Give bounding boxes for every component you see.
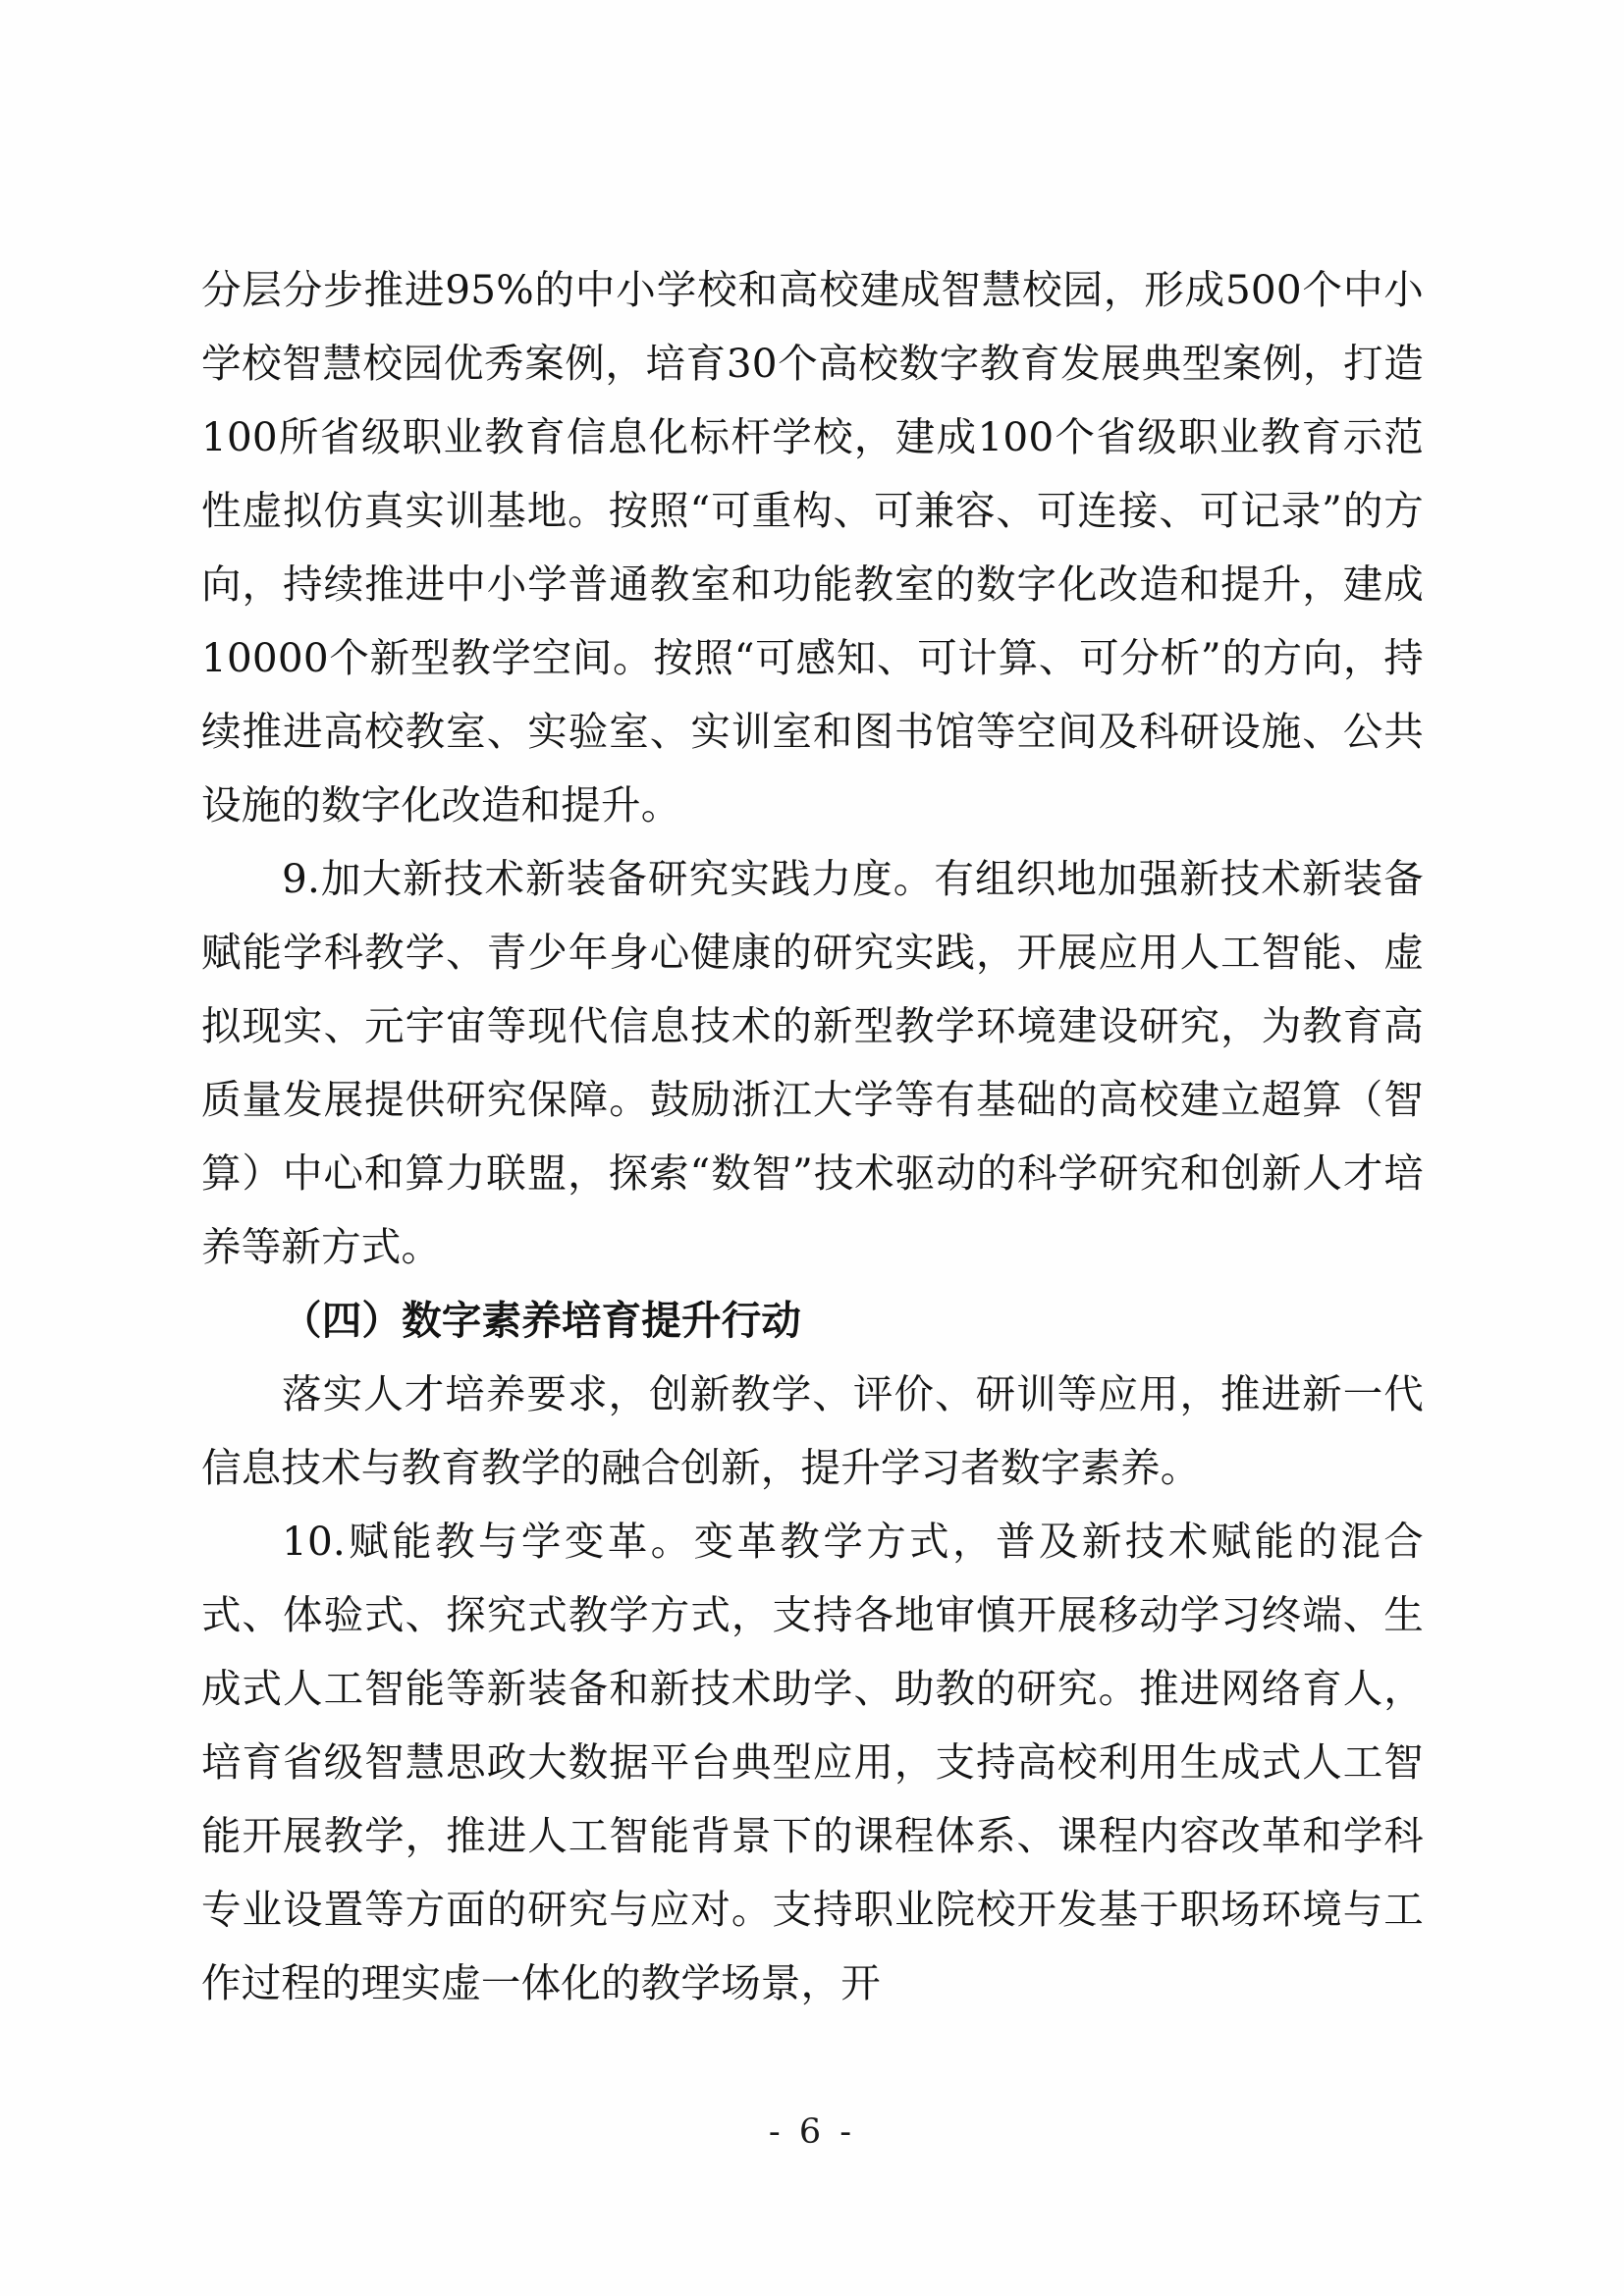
paragraph-section-4-intro: 落实人才培养要求，创新教学、评价、研训等应用，推进新一代信息技术与教育教学的融合创新，提升学习者数字素养。: [201, 1370, 1424, 1491]
page-body: [201, 253, 1424, 2020]
page-number: - 6 -: [768, 2112, 856, 2152]
paragraph-item-10: 10.赋能教与学变革。变革教学方式，普及新技术赋能的混合式、体验式、探究式教学方式，支持各地审慎开展移动学习终端、生成式人工智能等新装备和新技术助学、助教的研究。推进网络育人，培育省级智慧思政大数据平台典型应用，支持高校利用生成式人工智能开展教学，推进人工智能背景下的课程体系、课程内容改革和学科专业设置等方面的研究与应对。支持职业院校开发基于职场环境与工作过程的理实虚一体化的教学场景，开: [201, 1518, 1424, 2006]
section-heading-4: （四）数字素养培育提升行动: [282, 1297, 802, 1344]
paragraph-smart-campus: 分层分步推进95%的中小学校和高校建成智慧校园，形成500个中小学校智慧校园优秀案例，培育30个高校数字教育发展典型案例，打造100所省级职业教育信息化标杆学校，建成100个省级职业教育示范性虚拟仿真实训基地。按照“可重构、可兼容、可连接、可记录”的方向，持续推进中小学普通教室和功能教室的数字化改造和提升，建成10000个新型教学空间。按照“可感知、可计算、可分析”的方向，持续推进高校教室、实验室、实训室和图书馆等空间及科研设施、公共设施的数字化改造和提升。: [201, 266, 1424, 828]
paragraph-item-9: 9.加大新技术新装备研究实践力度。有组织地加强新技术新装备赋能学科教学、青少年身心健康的研究实践，开展应用人工智能、虚拟现实、元宇宙等现代信息技术的新型教学环境建设研究，为教育高质量发展提供研究保障。鼓励浙江大学等有基础的高校建立超算（智算）中心和算力联盟，探索“数智”技术驱动的科学研究和创新人才培养等新方式。: [201, 855, 1424, 1270]
